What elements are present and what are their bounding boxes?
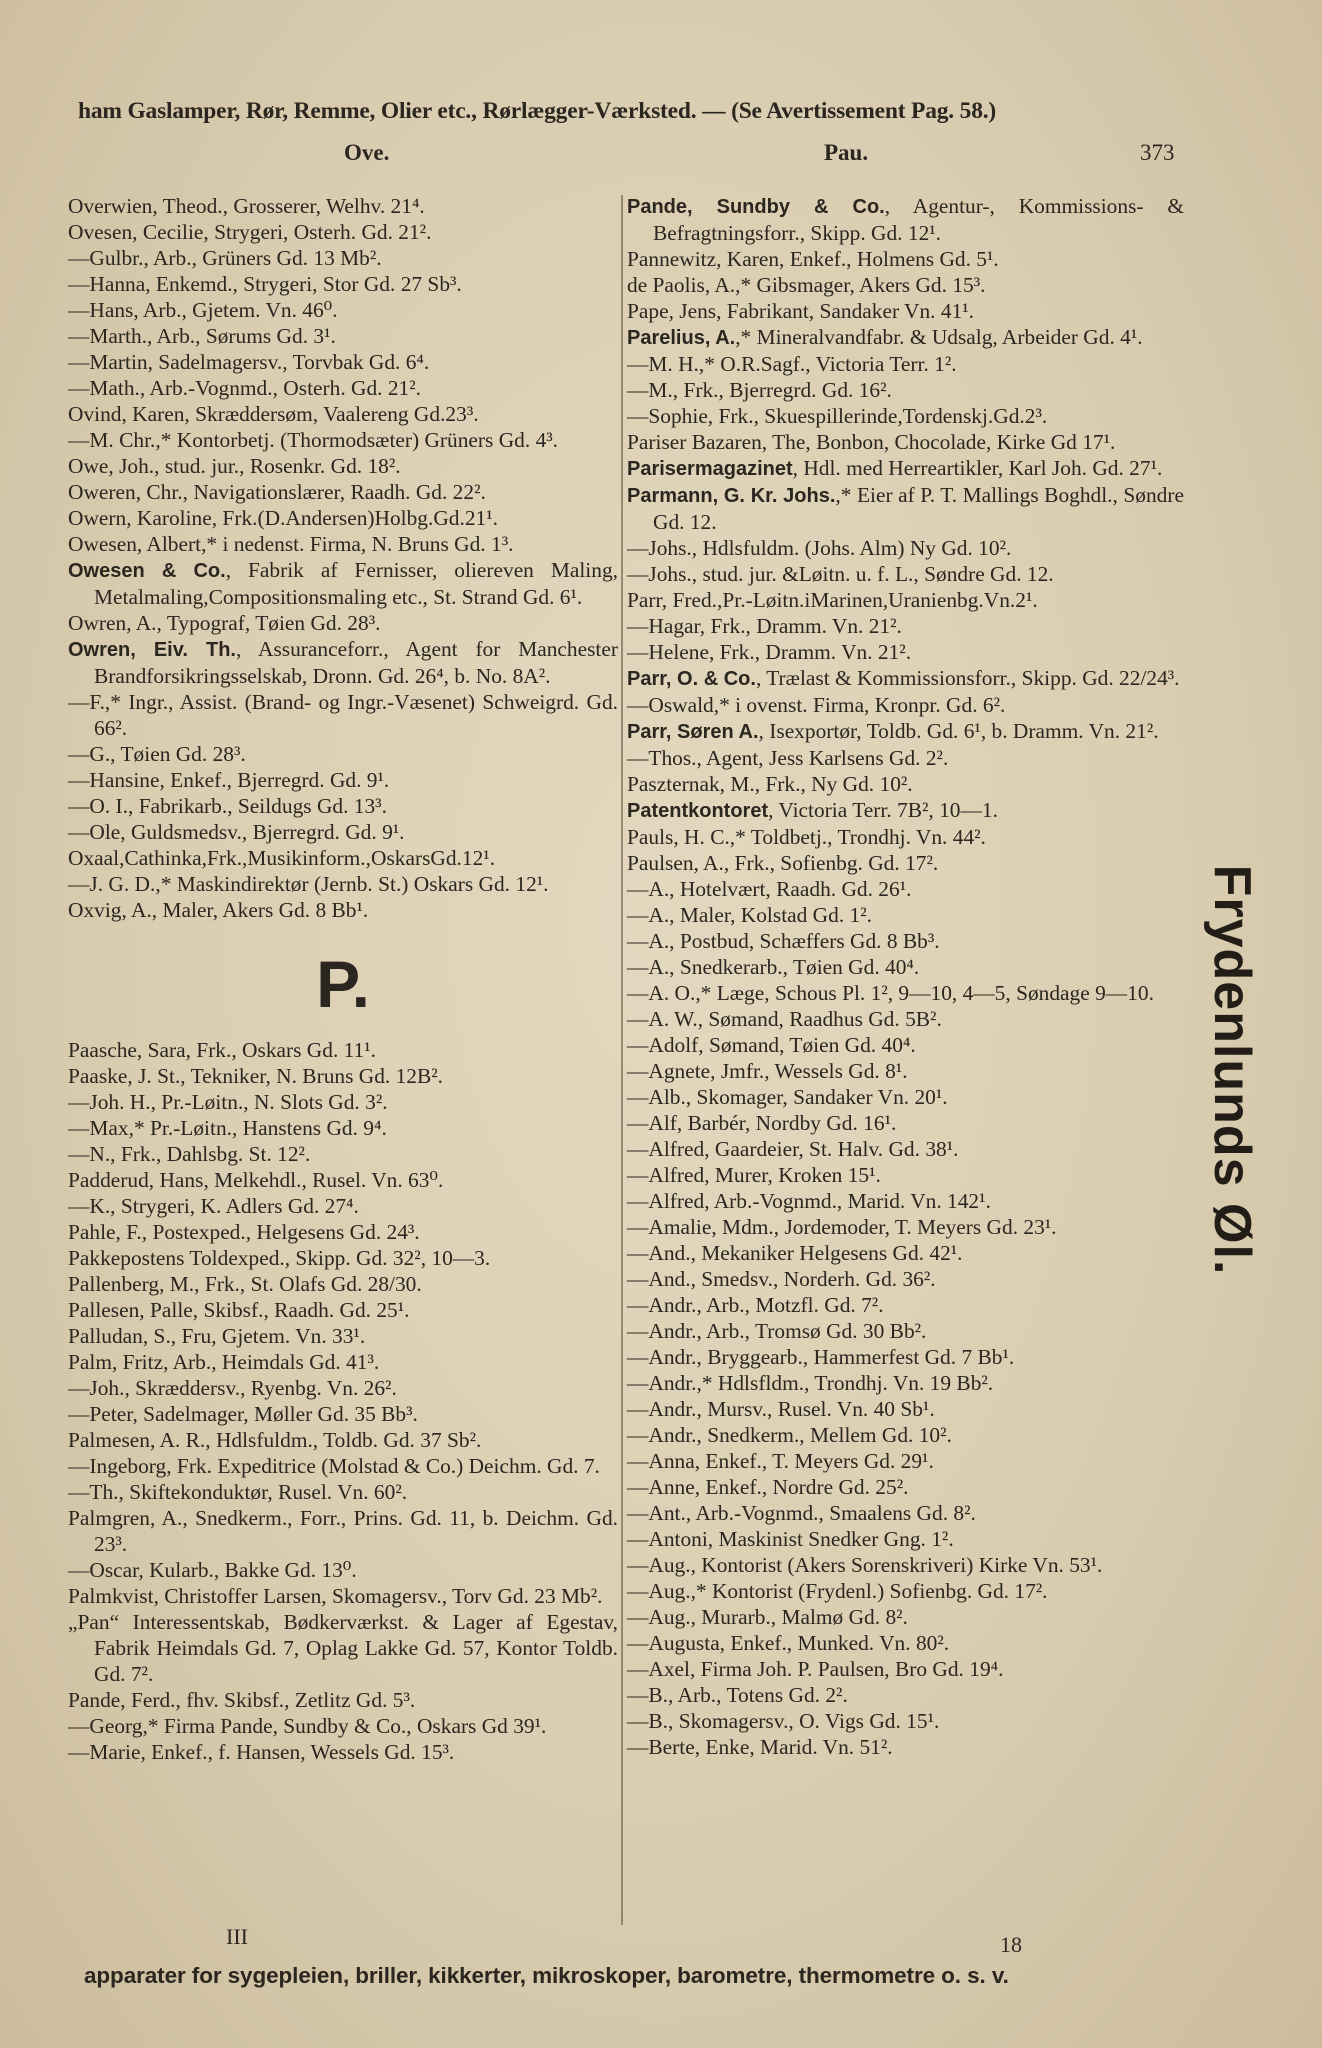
entry-firm-name: Parmann, G. Kr. Johs. [627, 485, 836, 507]
top-advert-banner: ham Gaslamper, Rør, Remme, Olier etc., Rørlægger-Værksted. — (Se Avertissement Pag. 58.) [78, 98, 997, 124]
directory-entry [627, 377, 1184, 403]
directory-entry [627, 771, 1184, 797]
entry-text: Pallenberg, M., Frk., St. Olafs Gd. 28/30. [68, 1272, 422, 1296]
entry-text: —Agnete, Jmfr., Wessels Gd. 8¹. [627, 1059, 908, 1083]
directory-entry [68, 1141, 618, 1167]
directory-entry [68, 349, 618, 375]
entry-text: Owern, Karoline, Frk.(D.Andersen)Holbg.Gd.21¹. [68, 506, 498, 530]
entry-text: —M. Chr.,* Kontorbetj. (Thormodsæter) Grüners Gd. 4³. [68, 428, 559, 452]
entry-text: —Hansine, Enkef., Bjerregrd. Gd. 9¹. [68, 768, 390, 792]
entry-text: Ovind, Karen, Skræddersøm, Vaalereng Gd.23³. [68, 402, 479, 426]
entry-firm-name: Parisermagazinet [627, 458, 793, 480]
entry-text: —Math., Arb.-Vognmd., Osterh. Gd. 21². [68, 376, 422, 400]
entry-text: , Fabrik af Fernisser, oliereven Maling, Metalmaling,Compositionsmaling etc., St. Strand Gd. 6¹. [94, 558, 618, 609]
entry-text: —Andr.,* Hdlsfldm., Trondhj. Vn. 19 Bb². [627, 1371, 994, 1395]
directory-entry [68, 897, 618, 923]
entry-text: Pannewitz, Karen, Enkef., Holmens Gd. 5¹. [627, 247, 999, 271]
directory-entry [627, 928, 1184, 954]
section-letter: P. [316, 947, 370, 1021]
directory-entry [627, 876, 1184, 902]
directory-entry [627, 1058, 1184, 1084]
directory-entry [68, 297, 618, 323]
entry-text: —B., Skomagersv., O. Vigs Gd. 15¹. [627, 1709, 940, 1733]
entry-text: Palmesen, A. R., Hdlsfuldm., Toldb. Gd. 37 Sb². [68, 1428, 482, 1452]
entry-text: Owe, Joh., stud. jur., Rosenkr. Gd. 18². [68, 454, 401, 478]
directory-entry [627, 1682, 1184, 1708]
entry-text: —B., Arb., Totens Gd. 2². [627, 1683, 848, 1707]
entry-firm-name: Parr, Søren A. [627, 721, 759, 743]
directory-entry [68, 1193, 618, 1219]
entry-text: —O. I., Fabrikarb., Seildugs Gd. 13³. [68, 794, 387, 818]
directory-entry [627, 980, 1184, 1006]
entry-text: —Axel, Firma Joh. P. Paulsen, Bro Gd. 19⁴. [627, 1657, 1004, 1681]
directory-entry [627, 1500, 1184, 1526]
entry-firm-name: Pande, Sundby & Co. [627, 196, 885, 218]
directory-entry [68, 1349, 618, 1375]
entry-text: —Johs., stud. jur. &Løitn. u. f. L., Søndre Gd. 12. [627, 562, 1054, 586]
entry-text: Pahle, F., Postexped., Helgesens Gd. 24³. [68, 1220, 420, 1244]
entry-text: Pande, Ferd., fhv. Skibsf., Zetlitz Gd. 5³. [68, 1688, 416, 1712]
entry-text: Paulsen, A., Frk., Sofienbg. Gd. 17². [627, 851, 939, 875]
entry-text: Padderud, Hans, Melkehdl., Rusel. Vn. 63⁰. [68, 1168, 444, 1192]
directory-entry [68, 1089, 618, 1115]
directory-entry [68, 636, 618, 689]
directory-entry [627, 692, 1184, 718]
directory-entry [627, 1604, 1184, 1630]
directory-entry [68, 453, 618, 479]
entry-text: —Ant., Arb.-Vognmd., Smaalens Gd. 8². [627, 1501, 976, 1525]
entry-text: —Ingeborg, Frk. Expeditrice (Molstad & Co.) Deichm. Gd. 7. [68, 1454, 600, 1478]
entry-text: —Aug.,* Kontorist (Frydenl.) Sofienbg. Gd. 17². [627, 1579, 1048, 1603]
entry-text: , Agentur-, Kommissions- & Befragtningsforr., Skipp. Gd. 12¹. [653, 194, 1184, 245]
directory-entry [68, 193, 618, 219]
directory-entry [627, 587, 1184, 613]
directory-entry [68, 479, 618, 505]
directory-entry [627, 718, 1184, 745]
entry-text: —Hans, Arb., Gjetem. Vn. 46⁰. [68, 298, 338, 322]
entry-text: —A., Maler, Kolstad Gd. 1². [627, 903, 872, 927]
directory-entry [68, 1323, 618, 1349]
directory-entry [627, 1344, 1184, 1370]
entry-text: —Oswald,* i ovenst. Firma, Kronpr. Gd. 6². [627, 693, 1006, 717]
left-column [68, 193, 618, 1765]
directory-entry [627, 1084, 1184, 1110]
directory-entry [68, 245, 618, 271]
directory-entry [68, 1479, 618, 1505]
directory-entry [627, 1266, 1184, 1292]
directory-entry [68, 271, 618, 297]
directory-entry [68, 845, 618, 871]
entry-text: Oweren, Chr., Navigationslærer, Raadh. Gd. 22². [68, 480, 486, 504]
entry-text: —G., Tøien Gd. 28³. [68, 742, 246, 766]
directory-entry [627, 1188, 1184, 1214]
side-advert [1192, 864, 1272, 1276]
entry-text: —Joh., Skræddersv., Ryenbg. Vn. 26². [68, 1376, 397, 1400]
directory-entry [68, 401, 618, 427]
directory-entry [627, 246, 1184, 272]
directory-entry [68, 1115, 618, 1141]
entry-text: —Aug., Kontorist (Akers Sorenskriveri) Kirke Vn. 53¹. [627, 1553, 1103, 1577]
directory-entry [68, 557, 618, 610]
directory-entry [68, 741, 618, 767]
directory-entry [627, 1292, 1184, 1318]
directory-entry [627, 455, 1184, 482]
directory-entry [627, 272, 1184, 298]
directory-entry [627, 824, 1184, 850]
entry-text: —Martin, Sadelmagersv., Torvbak Gd. 6⁴. [68, 350, 430, 374]
entry-text: , Isexportør, Toldb. Gd. 6¹, b. Dramm. Vn. 21². [758, 719, 1159, 743]
directory-entry [627, 1526, 1184, 1552]
entry-text: Palludan, S., Fru, Gjetem. Vn. 33¹. [68, 1324, 366, 1348]
directory-entry [68, 1037, 618, 1063]
entry-text: —Ole, Guldsmedsv., Bjerregrd. Gd. 9¹. [68, 820, 405, 844]
directory-entry [627, 850, 1184, 876]
entry-firm-name: Owesen & Co. [68, 560, 226, 582]
directory-entry [627, 482, 1184, 535]
directory-entry [627, 561, 1184, 587]
entry-text: —Alf, Barbér, Nordby Gd. 16¹. [627, 1111, 897, 1135]
directory-entry [627, 1006, 1184, 1032]
entry-text: —Helene, Frk., Dramm. Vn. 21². [627, 640, 912, 664]
directory-entry [68, 1557, 618, 1583]
directory-entry [68, 1453, 618, 1479]
directory-entry [68, 1505, 618, 1557]
entry-text: —Georg,* Firma Pande, Sundby & Co., Oskars Gd 39¹. [68, 1714, 547, 1738]
entry-text: —K., Strygeri, K. Adlers Gd. 27⁴. [68, 1194, 359, 1218]
entry-text: —Thos., Agent, Jess Karlsens Gd. 2². [627, 746, 949, 770]
directory-entry [68, 871, 618, 897]
entry-text: —Johs., Hdlsfuldm. (Johs. Alm) Ny Gd. 10². [627, 536, 1012, 560]
entry-text: Palm, Fritz, Arb., Heimdals Gd. 41³. [68, 1350, 380, 1374]
directory-entry [627, 1214, 1184, 1240]
directory-entry [68, 323, 618, 349]
entry-firm-name: Parelius, A. [627, 327, 736, 349]
entry-text: Overwien, Theod., Grosserer, Welhv. 21⁴. [68, 194, 425, 218]
directory-entry [627, 1240, 1184, 1266]
entry-text: —J. G. D.,* Maskindirektør (Jernb. St.) Oskars Gd. 12¹. [68, 872, 549, 896]
directory-entry [68, 427, 618, 453]
entry-text: —Anna, Enkef., T. Meyers Gd. 29¹. [627, 1449, 934, 1473]
directory-entry [627, 535, 1184, 561]
directory-entry [627, 902, 1184, 928]
entry-text: , Hdl. med Herreartikler, Karl Joh. Gd. 27¹. [792, 456, 1163, 480]
running-head-center: Pau. [824, 140, 869, 165]
directory-entry [68, 1583, 618, 1609]
entry-text: —Adolf, Sømand, Tøien Gd. 40⁴. [627, 1033, 916, 1057]
entry-text: —Hagar, Frk., Dramm. Vn. 21². [627, 614, 902, 638]
entry-text: —Marie, Enkef., f. Hansen, Wessels Gd. 15³. [68, 1740, 455, 1764]
directory-entry [627, 1422, 1184, 1448]
entry-text: —Antoni, Maskinist Snedker Gng. 1². [627, 1527, 954, 1551]
signature-mark-right: 18 [1000, 1932, 1022, 1957]
directory-entry [627, 1396, 1184, 1422]
entry-text: —Sophie, Frk., Skuespillerinde,Tordenskj.Gd.2³. [627, 404, 1048, 428]
directory-entry [627, 324, 1184, 351]
directory-entry [68, 610, 618, 636]
column-divider [621, 195, 623, 1925]
entry-text: Pape, Jens, Fabrikant, Sandaker Vn. 41¹. [627, 299, 975, 323]
entry-firm-name: Owren, Eiv. Th. [68, 639, 236, 661]
entry-text: —Berte, Enke, Marid. Vn. 51². [627, 1735, 893, 1759]
entry-text: ,* Eier af P. T. Mallings Boghdl., Søndre Gd. 12. [653, 483, 1184, 534]
entry-text: , Trælast & Kommissionsforr., Skipp. Gd. 22/24³. [755, 666, 1180, 690]
directory-entry [68, 689, 618, 741]
entry-text: Paszternak, M., Frk., Ny Gd. 10². [627, 772, 913, 796]
directory-entry [627, 403, 1184, 429]
entry-text: Oxvig, A., Maler, Akers Gd. 8 Bb¹. [68, 898, 369, 922]
entry-text: Paasche, Sara, Frk., Oskars Gd. 11¹. [68, 1038, 377, 1062]
directory-entry [627, 1370, 1184, 1396]
entry-text: —A., Snedkerarb., Tøien Gd. 40⁴. [627, 955, 920, 979]
entry-text: —A., Postbud, Schæffers Gd. 8 Bb³. [627, 929, 940, 953]
entry-text: Palmgren, A., Snedkerm., Forr., Prins. Gd. 11, b. Deichm. Gd. 23³. [68, 1506, 618, 1556]
entry-text: —M., Frk., Bjerregrd. Gd. 16². [627, 378, 892, 402]
entry-text: —Alb., Skomager, Sandaker Vn. 20¹. [627, 1085, 948, 1109]
directory-entry [68, 531, 618, 557]
directory-entry [627, 1448, 1184, 1474]
entry-text: —Alfred, Arb.-Vognmd., Marid. Vn. 142¹. [627, 1189, 991, 1213]
entry-text: —Max,* Pr.-Løitn., Hanstens Gd. 9⁴. [68, 1116, 387, 1140]
directory-entry [68, 1245, 618, 1271]
entry-text: —Anne, Enkef., Nordre Gd. 25². [627, 1475, 909, 1499]
directory-entry [68, 1609, 618, 1687]
entry-text: Oxaal,Cathinka,Frk.,Musikinform.,OskarsGd.12¹. [68, 846, 496, 870]
directory-entry [68, 767, 618, 793]
directory-entry [68, 1063, 618, 1089]
entry-text: Paaske, J. St., Tekniker, N. Bruns Gd. 12B². [68, 1064, 444, 1088]
entry-text: —And., Smedsv., Norderh. Gd. 36². [627, 1267, 936, 1291]
directory-entry [68, 505, 618, 531]
directory-entry [627, 193, 1184, 246]
directory-entry [627, 1110, 1184, 1136]
directory-entry [68, 793, 618, 819]
directory-entry [68, 1167, 618, 1193]
directory-entry [627, 745, 1184, 771]
entry-text: —N., Frk., Dahlsbg. St. 12². [68, 1142, 311, 1166]
entry-text: , Victoria Terr. 7B², 10—1. [768, 798, 998, 822]
directory-entry [68, 219, 618, 245]
entry-text: —Aug., Murarb., Malmø Gd. 8². [627, 1605, 908, 1629]
directory-entry [68, 1219, 618, 1245]
directory-entry [627, 298, 1184, 324]
directory-entry [68, 1375, 618, 1401]
entry-text: de Paolis, A.,* Gibsmager, Akers Gd. 15³. [627, 273, 986, 297]
entry-text: —M. H.,* O.R.Sagf., Victoria Terr. 1². [627, 352, 957, 376]
entry-text: —A., Hotelvært, Raadh. Gd. 26¹. [627, 877, 912, 901]
directory-entry [627, 613, 1184, 639]
directory-entry [627, 639, 1184, 665]
directory-entry [68, 375, 618, 401]
entry-text: —A. O.,* Læge, Schous Pl. 1², 9—10, 4—5, Søndage 9—10. [627, 981, 1154, 1005]
directory-entry [68, 1271, 618, 1297]
entry-text: —And., Mekaniker Helgesens Gd. 42¹. [627, 1241, 963, 1265]
directory-entry [627, 1318, 1184, 1344]
directory-entry [627, 1474, 1184, 1500]
directory-entry [627, 797, 1184, 824]
entry-text: Owesen, Albert,* i nedenst. Firma, N. Bruns Gd. 1³. [68, 532, 514, 556]
entry-text: Pariser Bazaren, The, Bonbon, Chocolade, Kirke Gd 17¹. [627, 430, 1116, 454]
entry-text: „Pan“ Interessentskab, Bødkerværkst. & Lager af Egestav, Fabrik Heimdals Gd. 7, Oplag Lakke Gd. 57, Kontor Toldb. Gd. 7². [68, 1610, 618, 1686]
entry-text: —F.,* Ingr., Assist. (Brand- og Ingr.-Væsenet) Schweigrd. Gd. 66². [68, 690, 618, 740]
directory-entry [68, 819, 618, 845]
directory-entry [68, 1713, 618, 1739]
entry-text: —Marth., Arb., Sørums Gd. 3¹. [68, 324, 336, 348]
entry-text: —Joh. H., Pr.-Løitn., N. Slots Gd. 3². [68, 1090, 388, 1114]
entry-text: —Andr., Bryggearb., Hammerfest Gd. 7 Bb¹. [627, 1345, 1015, 1369]
directory-entry [68, 1687, 618, 1713]
entry-text: Parr, Fred.,Pr.-Løitn.iMarinen,Uranienbg.Vn.2¹. [627, 588, 1038, 612]
running-head-left: Ove. [344, 140, 390, 165]
right-column [627, 193, 1184, 1760]
directory-entry [627, 954, 1184, 980]
entry-text: Pakkepostens Toldexped., Skipp. Gd. 32², 10—3. [68, 1246, 491, 1270]
entry-text: —Andr., Arb., Tromsø Gd. 30 Bb². [627, 1319, 927, 1343]
directory-entry [627, 665, 1184, 692]
entry-text: —Hanna, Enkemd., Strygeri, Stor Gd. 27 Sb³. [68, 272, 462, 296]
directory-entry [627, 1734, 1184, 1760]
entry-text: —Amalie, Mdm., Jordemoder, T. Meyers Gd. 23¹. [627, 1215, 1057, 1239]
entry-text: —Alfred, Murer, Kroken 15¹. [627, 1163, 881, 1187]
entry-text: —Gulbr., Arb., Grüners Gd. 13 Mb². [68, 246, 382, 270]
directory-entry [627, 1708, 1184, 1734]
entry-text: ,* Mineralvandfabr. & Udsalg, Arbeider Gd. 4¹. [735, 325, 1143, 349]
directory-entry [627, 1656, 1184, 1682]
directory-entry [627, 1136, 1184, 1162]
directory-entry [627, 429, 1184, 455]
entry-text: —Peter, Sadelmager, Møller Gd. 35 Bb³. [68, 1402, 418, 1426]
entry-text: —Oscar, Kularb., Bakke Gd. 13⁰. [68, 1558, 357, 1582]
bottom-advert-banner: apparater for sygepleien, briller, kikkerter, mikroskoper, barometre, thermometre o. s. v. [84, 1963, 1009, 1988]
entry-text: , Assuranceforr., Agent for Manchester Brandforsikringsselskab, Dronn. Gd. 26⁴, b. No. 8A². [94, 637, 618, 688]
entry-text: —Alfred, Gaardeier, St. Halv. Gd. 38¹. [627, 1137, 959, 1161]
entry-text: —Andr., Mursv., Rusel. Vn. 40 Sb¹. [627, 1397, 935, 1421]
entry-text: —Th., Skiftekonduktør, Rusel. Vn. 60². [68, 1480, 408, 1504]
entry-text: Owren, A., Typograf, Tøien Gd. 28³. [68, 611, 381, 635]
entry-firm-name: Parr, O. & Co. [627, 668, 756, 690]
directory-entry [627, 351, 1184, 377]
entry-text: Ovesen, Cecilie, Strygeri, Osterh. Gd. 21². [68, 220, 432, 244]
directory-entry [68, 1297, 618, 1323]
entry-text: Pauls, H. C.,* Toldbetj., Trondhj. Vn. 44². [627, 825, 986, 849]
directory-entry [68, 1739, 618, 1765]
directory-entry [68, 1427, 618, 1453]
entry-text: Pallesen, Palle, Skibsf., Raadh. Gd. 25¹. [68, 1298, 410, 1322]
entry-text: —Andr., Arb., Motzfl. Gd. 7². [627, 1293, 884, 1317]
page-number: 373 [1140, 140, 1175, 165]
directory-entry [627, 1552, 1184, 1578]
entry-text: —Andr., Snedkerm., Mellem Gd. 10². [627, 1423, 952, 1447]
entry-text: Palmkvist, Christoffer Larsen, Skomagersv., Torv Gd. 23 Mb². [68, 1584, 603, 1608]
directory-entry [627, 1032, 1184, 1058]
entry-text: —A. W., Sømand, Raadhus Gd. 5B². [627, 1007, 942, 1031]
entry-text: —Augusta, Enkef., Munked. Vn. 80². [627, 1631, 950, 1655]
signature-mark-left: III [226, 1924, 248, 1949]
entry-firm-name: Patentkontoret [627, 800, 769, 822]
directory-entry [68, 1401, 618, 1427]
directory-entry [627, 1578, 1184, 1604]
directory-entry [627, 1162, 1184, 1188]
directory-entry [627, 1630, 1184, 1656]
side-advert-text: Frydenlunds Øl. [1203, 864, 1261, 1276]
